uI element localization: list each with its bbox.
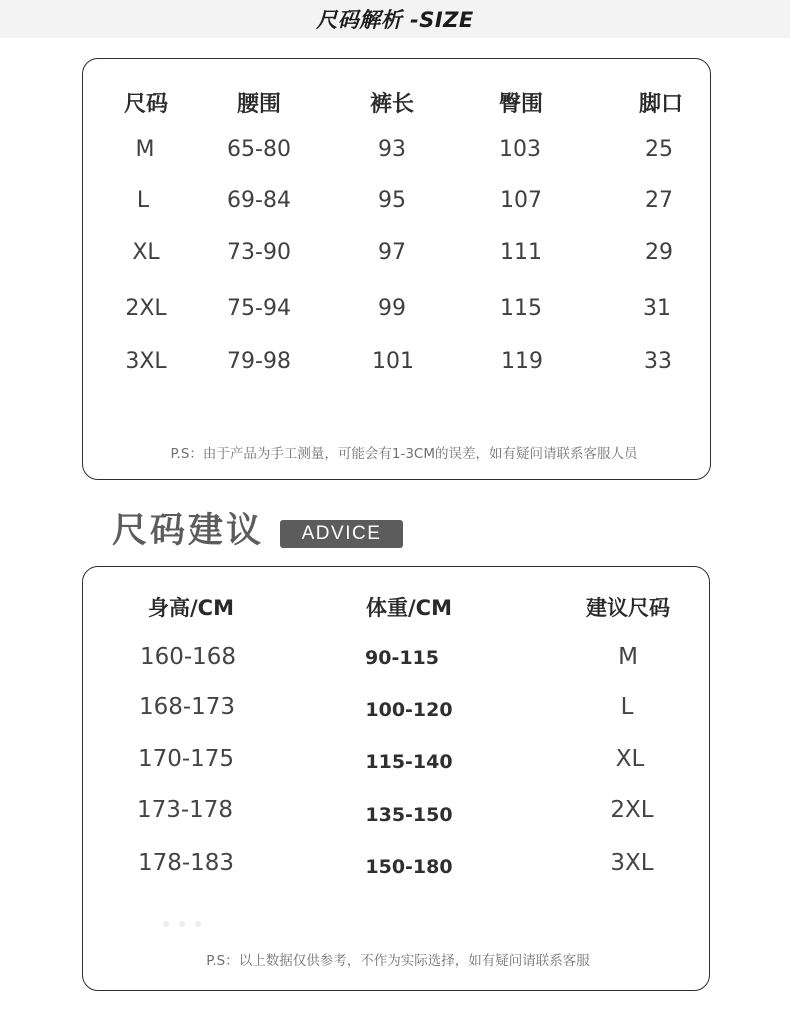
advice-weight-cell: 150-180 — [365, 856, 453, 878]
advice-header-height: 身高/CM — [148, 596, 234, 620]
size-table-cell: 115 — [500, 296, 542, 321]
size-table-cell: M — [135, 137, 155, 162]
advice-size-cell: 2XL — [610, 797, 654, 823]
advice-size-cell: L — [620, 694, 634, 720]
size-table-cell: 2XL — [125, 296, 167, 321]
size-table-header-hem: 脚口 — [638, 92, 684, 117]
advice-weight-cell: 100-120 — [365, 699, 453, 721]
size-table-header-waist: 腰围 — [236, 92, 282, 117]
advice-note: P.S：以上数据仅供参考，不作为实际选择，如有疑问请联系客服 — [206, 953, 590, 969]
size-table-cell: XL — [132, 240, 160, 265]
size-table-cell: 73-90 — [227, 240, 291, 265]
decorative-dots — [163, 912, 223, 922]
advice-height-cell: 178-183 — [137, 850, 235, 876]
advice-size-cell: XL — [615, 746, 645, 772]
size-table-header-hip: 臀围 — [498, 92, 544, 117]
size-table-cell: L — [136, 188, 150, 213]
size-table-cell: 103 — [499, 137, 541, 162]
size-table-cell: 111 — [500, 240, 542, 265]
advice-size-cell: M — [618, 644, 638, 670]
advice-height-cell: 173-178 — [136, 797, 234, 823]
advice-weight-cell: 90-115 — [365, 647, 439, 669]
size-table-cell: 33 — [644, 349, 672, 374]
size-table-cell: 75-94 — [227, 296, 291, 321]
page-title: 尺码解析 -SIZE — [316, 8, 474, 32]
size-table-cell: 99 — [378, 296, 406, 321]
advice-weight-cell: 115-140 — [365, 751, 453, 773]
size-table-cell: 65-80 — [227, 137, 291, 162]
advice-header-size: 建议尺码 — [586, 596, 670, 620]
size-table-cell: 3XL — [125, 349, 167, 374]
size-table-cell: 107 — [500, 188, 542, 213]
advice-title: 尺码建议 — [112, 511, 265, 551]
size-table-note: P.S：由于产品为手工测量，可能会有1-3CM的误差，如有疑问请联系客服人员 — [170, 446, 638, 462]
size-table-cell: 25 — [645, 137, 673, 162]
advice-height-cell: 168-173 — [138, 694, 236, 720]
size-table-cell: 101 — [372, 349, 414, 374]
size-table-cell: 93 — [378, 137, 406, 162]
advice-weight-cell: 135-150 — [365, 804, 453, 826]
advice-badge: ADVICE — [280, 520, 403, 548]
size-table-box — [82, 58, 711, 480]
advice-table-box — [82, 566, 710, 991]
advice-size-cell: 3XL — [610, 850, 654, 876]
size-table-cell: 79-98 — [227, 349, 291, 374]
size-table-cell: 69-84 — [227, 188, 291, 213]
advice-height-cell: 170-175 — [137, 746, 235, 772]
size-table-header-size: 尺码 — [123, 92, 169, 117]
size-table-cell: 31 — [643, 296, 671, 321]
size-table-cell: 119 — [501, 349, 543, 374]
size-table-cell: 95 — [378, 188, 406, 213]
advice-height-cell: 160-168 — [139, 644, 237, 670]
size-table-cell: 97 — [378, 240, 406, 265]
size-table-cell: 29 — [645, 240, 673, 265]
advice-header-weight: 体重/CM — [366, 596, 452, 620]
size-table-cell: 27 — [645, 188, 673, 213]
size-table-header-length: 裤长 — [369, 92, 415, 117]
